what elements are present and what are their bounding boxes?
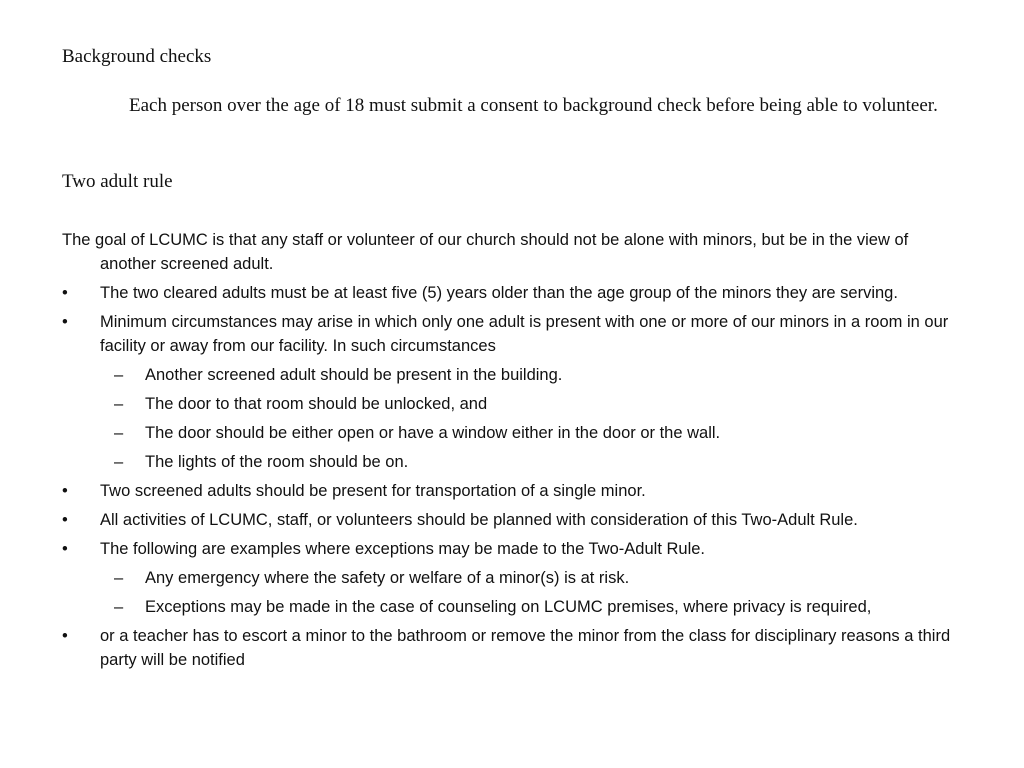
heading-two-adult-rule: Two adult rule — [62, 171, 173, 192]
sub-bullet-item — [62, 450, 962, 474]
bullet-item — [62, 624, 962, 672]
rule-list — [62, 281, 962, 672]
bullet-item — [62, 479, 962, 503]
item-text: Minimum circumstances may arise in which only one adult is present with one or more of our minors in a room in our facility or away from our facility. In such circumstances — [100, 313, 949, 355]
bullet-marker: • — [62, 627, 68, 645]
dash-marker: – — [114, 366, 124, 384]
bullet-marker: • — [62, 511, 68, 529]
item-text: Any emergency where the safety or welfare of a minor(s) is at risk. — [145, 569, 630, 587]
item-text: The lights of the room should be on. — [145, 453, 409, 471]
rule-body — [62, 228, 962, 677]
bullet-marker: • — [62, 540, 68, 558]
dash-marker: – — [114, 569, 124, 587]
item-text: The door should be either open or have a window either in the door or the wall. — [145, 424, 721, 442]
item-text: The door to that room should be unlocked, and — [145, 395, 488, 413]
bullet-item — [62, 281, 962, 305]
dash-marker: – — [114, 395, 124, 413]
sub-bullet-item — [62, 566, 962, 590]
item-text: Another screened adult should be present in the building. — [145, 366, 563, 384]
dash-marker: – — [114, 598, 124, 616]
item-text: Exceptions may be made in the case of counseling on LCUMC premises, where privacy is required, — [145, 598, 872, 616]
item-text: or a teacher has to escort a minor to the bathroom or remove the minor from the class for disciplinary reasons a third party will be notified — [100, 627, 951, 669]
bullet-marker: • — [62, 313, 68, 331]
bullet-item — [62, 537, 962, 561]
item-text: All activities of LCUMC, staff, or volunteers should be planned with consideration of this Two-Adult Rule. — [100, 511, 858, 529]
item-text: The following are examples where exceptions may be made to the Two-Adult Rule. — [100, 540, 706, 558]
bullet-item — [62, 508, 962, 532]
item-text: Two screened adults should be present for transportation of a single minor. — [100, 482, 646, 500]
dash-marker: – — [114, 424, 124, 442]
heading-background-checks: Background checks — [62, 46, 212, 67]
sub-bullet-item — [62, 363, 962, 387]
sub-bullet-item — [62, 392, 962, 416]
bullet-marker: • — [62, 284, 68, 302]
sub-bullet-item — [62, 595, 962, 619]
bullet-marker: • — [62, 482, 68, 500]
dash-marker: – — [114, 453, 124, 471]
bullet-item — [62, 310, 962, 358]
sub-bullet-item — [62, 421, 962, 445]
background-check-paragraph: Each person over the age of 18 must submit a consent to background check before being able to volunteer. — [129, 95, 938, 116]
intro-paragraph: The goal of LCUMC is that any staff or volunteer of our church should not be alone with minors, but be in the view of another screened adult. — [62, 231, 909, 273]
item-text: The two cleared adults must be at least five (5) years older than the age group of the minors they are serving. — [100, 284, 898, 302]
